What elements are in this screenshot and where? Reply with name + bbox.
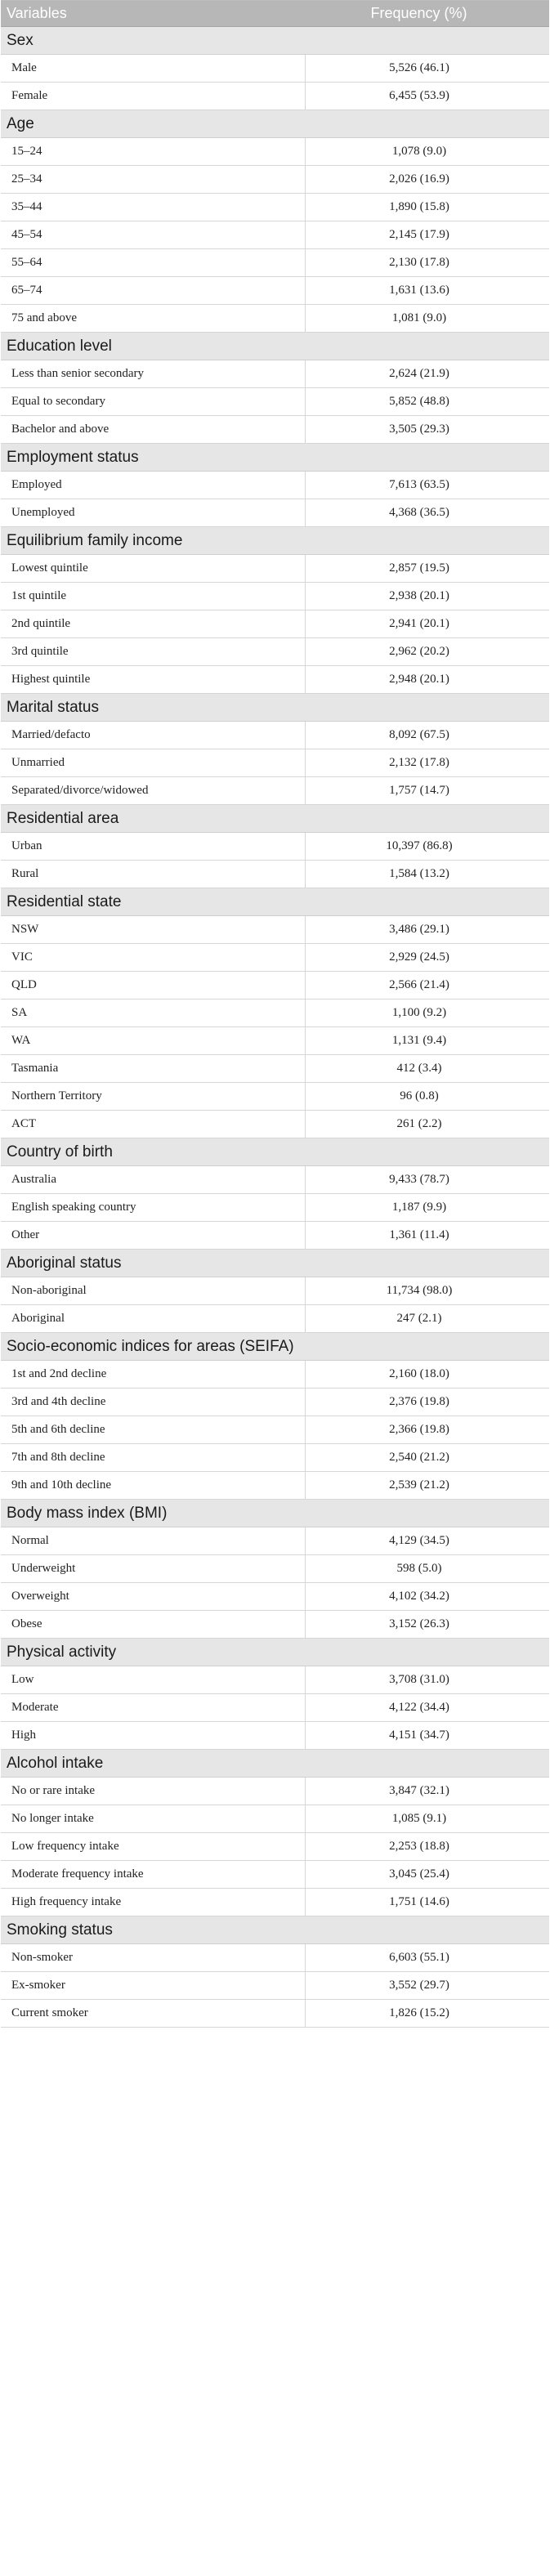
frequency-value: 2,366 (19.8) xyxy=(389,1423,449,1436)
frequency-value: 2,130 (17.8) xyxy=(389,256,449,269)
variable-label: Other xyxy=(1,1222,306,1249)
frequency-value: 1,890 (15.8) xyxy=(389,200,449,213)
frequency-value: 3,152 (26.3) xyxy=(389,1617,449,1630)
section-header: Age xyxy=(1,110,549,138)
frequency-value: 1,584 (13.2) xyxy=(389,867,449,880)
variable-label: ACT xyxy=(1,1111,306,1138)
frequency-value: 3,552 (29.7) xyxy=(389,1979,449,1992)
variable-label: Normal xyxy=(1,1527,306,1554)
variable-label: Less than senior secondary xyxy=(1,360,306,387)
variable-label: Underweight xyxy=(1,1555,306,1582)
variable-label: Low frequency intake xyxy=(1,1833,306,1860)
variable-label: 3rd quintile xyxy=(1,638,306,665)
table-row xyxy=(1,1833,549,1861)
frequency-value: 9,433 (78.7) xyxy=(389,1173,449,1186)
table-row xyxy=(1,1527,549,1555)
table-row xyxy=(1,1472,549,1500)
frequency-value: 3,045 (25.4) xyxy=(389,1867,449,1881)
frequency-value: 6,603 (55.1) xyxy=(389,1951,449,1964)
variable-label: Moderate frequency intake xyxy=(1,1861,306,1888)
variable-label: 65–74 xyxy=(1,277,306,304)
variable-label: Tasmania xyxy=(1,1055,306,1082)
table-row xyxy=(1,638,549,666)
frequency-value: 11,734 (98.0) xyxy=(386,1284,453,1297)
frequency-value: 3,486 (29.1) xyxy=(389,923,449,936)
table-row xyxy=(1,749,549,777)
table-row xyxy=(1,666,549,694)
table-row xyxy=(1,972,549,1000)
table-row xyxy=(1,610,549,638)
variable-label: No longer intake xyxy=(1,1805,306,1832)
variable-label: 9th and 10th decline xyxy=(1,1472,306,1499)
frequency-value: 261 (2.2) xyxy=(396,1117,442,1130)
section-header: Education level xyxy=(1,333,549,360)
table-row xyxy=(1,833,549,861)
table-row xyxy=(1,388,549,416)
frequency-value: 2,145 (17.9) xyxy=(389,228,449,241)
variable-label: 3rd and 4th decline xyxy=(1,1389,306,1415)
table-row xyxy=(1,2000,549,2028)
frequency-value: 7,613 (63.5) xyxy=(389,478,449,491)
variable-label: Non-smoker xyxy=(1,1944,306,1971)
table-row xyxy=(1,1305,549,1333)
frequency-value: 2,376 (19.8) xyxy=(389,1395,449,1408)
variable-label: 1st quintile xyxy=(1,583,306,610)
section-header: Aboriginal status xyxy=(1,1250,549,1277)
table-row xyxy=(1,1166,549,1194)
frequency-value: 2,253 (18.8) xyxy=(389,1840,449,1853)
frequency-value: 2,132 (17.8) xyxy=(389,756,449,769)
frequency-value: 5,852 (48.8) xyxy=(389,395,449,408)
table-row xyxy=(1,1666,549,1694)
table-row xyxy=(1,1889,549,1916)
table-row xyxy=(1,1555,549,1583)
frequency-value: 4,151 (34.7) xyxy=(389,1729,449,1742)
variable-label: Separated/divorce/widowed xyxy=(1,777,306,804)
section-header: Equilibrium family income xyxy=(1,527,549,555)
table-row xyxy=(1,1389,549,1416)
table-row xyxy=(1,944,549,972)
frequency-value: 1,187 (9.9) xyxy=(391,1201,447,1214)
frequency-value: 2,566 (21.4) xyxy=(389,978,449,991)
variable-label: Non-aboriginal xyxy=(1,1277,306,1304)
table-row xyxy=(1,777,549,805)
frequency-value: 1,085 (9.1) xyxy=(391,1812,447,1825)
table-row xyxy=(1,83,549,110)
frequency-value: 5,526 (46.1) xyxy=(389,61,449,74)
table-row xyxy=(1,861,549,888)
frequency-value: 2,857 (19.5) xyxy=(389,561,449,575)
variable-label: Northern Territory xyxy=(1,1083,306,1110)
variable-label: SA xyxy=(1,1000,306,1026)
frequency-value: 2,929 (24.5) xyxy=(389,950,449,964)
variable-label: No or rare intake xyxy=(1,1778,306,1805)
frequency-value: 10,397 (86.8) xyxy=(386,839,453,852)
table-row xyxy=(1,55,549,83)
variable-label: 55–64 xyxy=(1,249,306,276)
variable-label: 5th and 6th decline xyxy=(1,1416,306,1443)
section-header: Socio-economic indices for areas (SEIFA) xyxy=(1,1333,549,1361)
frequency-value: 2,160 (18.0) xyxy=(389,1367,449,1380)
variable-label: 15–24 xyxy=(1,138,306,165)
frequency-value: 1,100 (9.2) xyxy=(391,1006,447,1019)
header-variables: Variables xyxy=(7,5,67,21)
variable-label: NSW xyxy=(1,916,306,943)
table-row xyxy=(1,1972,549,2000)
variable-label: Employed xyxy=(1,472,306,499)
table-row xyxy=(1,1222,549,1250)
variable-label: Urban xyxy=(1,833,306,860)
table-row xyxy=(1,194,549,221)
frequency-value: 2,938 (20.1) xyxy=(389,589,449,602)
variable-label: VIC xyxy=(1,944,306,971)
frequency-value: 3,708 (31.0) xyxy=(389,1673,449,1686)
table-row xyxy=(1,1778,549,1805)
table-row xyxy=(1,1416,549,1444)
variable-label: Male xyxy=(1,55,306,82)
variable-label: Overweight xyxy=(1,1583,306,1610)
variable-label: 2nd quintile xyxy=(1,610,306,637)
frequency-value: 3,847 (32.1) xyxy=(389,1784,449,1797)
variable-label: Aboriginal xyxy=(1,1305,306,1332)
table-row xyxy=(1,1861,549,1889)
variable-label: Current smoker xyxy=(1,2000,306,2027)
variable-label: 35–44 xyxy=(1,194,306,221)
frequency-value: 1,078 (9.0) xyxy=(391,145,447,158)
section-header: Residential area xyxy=(1,805,549,833)
frequency-value: 2,941 (20.1) xyxy=(389,617,449,630)
frequency-value: 1,751 (14.6) xyxy=(389,1895,449,1908)
variable-label: Unmarried xyxy=(1,749,306,776)
variable-label: English speaking country xyxy=(1,1194,306,1221)
variable-label: Married/defacto xyxy=(1,722,306,749)
variable-label: 75 and above xyxy=(1,305,306,332)
variable-label: Female xyxy=(1,83,306,110)
frequency-value: 4,102 (34.2) xyxy=(389,1590,449,1603)
table-row xyxy=(1,1083,549,1111)
table-row xyxy=(1,1944,549,1972)
frequency-value: 4,122 (34.4) xyxy=(389,1701,449,1714)
variable-label: 1st and 2nd decline xyxy=(1,1361,306,1388)
section-header: Country of birth xyxy=(1,1138,549,1166)
table-row xyxy=(1,416,549,444)
section-header: Residential state xyxy=(1,888,549,916)
table-row xyxy=(1,138,549,166)
frequency-value: 2,540 (21.2) xyxy=(389,1451,449,1464)
variable-label: Unemployed xyxy=(1,499,306,526)
table-row xyxy=(1,1055,549,1083)
section-header: Smoking status xyxy=(1,1916,549,1944)
section-header: Sex xyxy=(1,27,549,55)
section-header: Employment status xyxy=(1,444,549,472)
table-row xyxy=(1,1361,549,1389)
variable-label: Bachelor and above xyxy=(1,416,306,443)
section-header: Alcohol intake xyxy=(1,1750,549,1778)
table-row xyxy=(1,722,549,749)
frequency-value: 2,948 (20.1) xyxy=(389,673,449,686)
variable-label: Equal to secondary xyxy=(1,388,306,415)
section-header: Body mass index (BMI) xyxy=(1,1500,549,1527)
frequency-value: 1,081 (9.0) xyxy=(391,311,447,324)
table-row xyxy=(1,1444,549,1472)
table-row xyxy=(1,1694,549,1722)
table-header xyxy=(1,1,549,27)
variable-label: High xyxy=(1,1722,306,1749)
variable-label: 7th and 8th decline xyxy=(1,1444,306,1471)
variable-label: 45–54 xyxy=(1,221,306,248)
frequency-value: 2,624 (21.9) xyxy=(389,367,449,380)
frequency-value: 4,129 (34.5) xyxy=(389,1534,449,1547)
variable-label: QLD xyxy=(1,972,306,999)
frequency-value: 3,505 (29.3) xyxy=(389,423,449,436)
table-row xyxy=(1,166,549,194)
frequency-value: 1,131 (9.4) xyxy=(391,1034,447,1047)
table-row xyxy=(1,1583,549,1611)
frequency-value: 247 (2.1) xyxy=(396,1312,442,1325)
frequency-value: 6,455 (53.9) xyxy=(389,89,449,102)
variable-label: Highest quintile xyxy=(1,666,306,693)
section-header: Marital status xyxy=(1,694,549,722)
frequency-value: 1,826 (15.2) xyxy=(389,2006,449,2019)
table-row xyxy=(1,916,549,944)
variable-label: Moderate xyxy=(1,1694,306,1721)
variable-label: Rural xyxy=(1,861,306,888)
table-row xyxy=(1,583,549,610)
table-row xyxy=(1,305,549,333)
frequency-value: 96 (0.8) xyxy=(400,1089,439,1102)
frequency-value: 8,092 (67.5) xyxy=(389,728,449,741)
frequency-value: 2,026 (16.9) xyxy=(389,172,449,186)
frequency-value: 598 (5.0) xyxy=(396,1562,442,1575)
table-row xyxy=(1,1805,549,1833)
frequency-value: 1,757 (14.7) xyxy=(389,784,449,797)
variable-label: Lowest quintile xyxy=(1,555,306,582)
table-row xyxy=(1,1611,549,1639)
variable-label: Obese xyxy=(1,1611,306,1638)
table-row xyxy=(1,1027,549,1055)
frequency-value: 1,631 (13.6) xyxy=(389,284,449,297)
table-row xyxy=(1,1111,549,1138)
variable-label: Low xyxy=(1,1666,306,1693)
table-row xyxy=(1,499,549,527)
table-row xyxy=(1,555,549,583)
header-frequency: Frequency (%) xyxy=(370,5,467,21)
table-row xyxy=(1,360,549,388)
table-row xyxy=(1,277,549,305)
table-body xyxy=(1,27,549,2028)
table-row xyxy=(1,1194,549,1222)
table-row xyxy=(1,221,549,249)
table-row xyxy=(1,249,549,277)
variable-label: Australia xyxy=(1,1166,306,1193)
table-row xyxy=(1,1000,549,1027)
table-row xyxy=(1,472,549,499)
variable-label: Ex-smoker xyxy=(1,1972,306,1999)
frequency-value: 1,361 (11.4) xyxy=(389,1228,449,1241)
frequency-value: 412 (3.4) xyxy=(396,1062,442,1075)
section-header: Physical activity xyxy=(1,1639,549,1666)
variable-label: 25–34 xyxy=(1,166,306,193)
table-row xyxy=(1,1722,549,1750)
frequency-value: 2,962 (20.2) xyxy=(389,645,449,658)
table-row xyxy=(1,1277,549,1305)
frequency-table xyxy=(1,0,549,2028)
frequency-value: 4,368 (36.5) xyxy=(389,506,449,519)
variable-label: WA xyxy=(1,1027,306,1054)
frequency-value: 2,539 (21.2) xyxy=(389,1478,449,1491)
variable-label: High frequency intake xyxy=(1,1889,306,1916)
